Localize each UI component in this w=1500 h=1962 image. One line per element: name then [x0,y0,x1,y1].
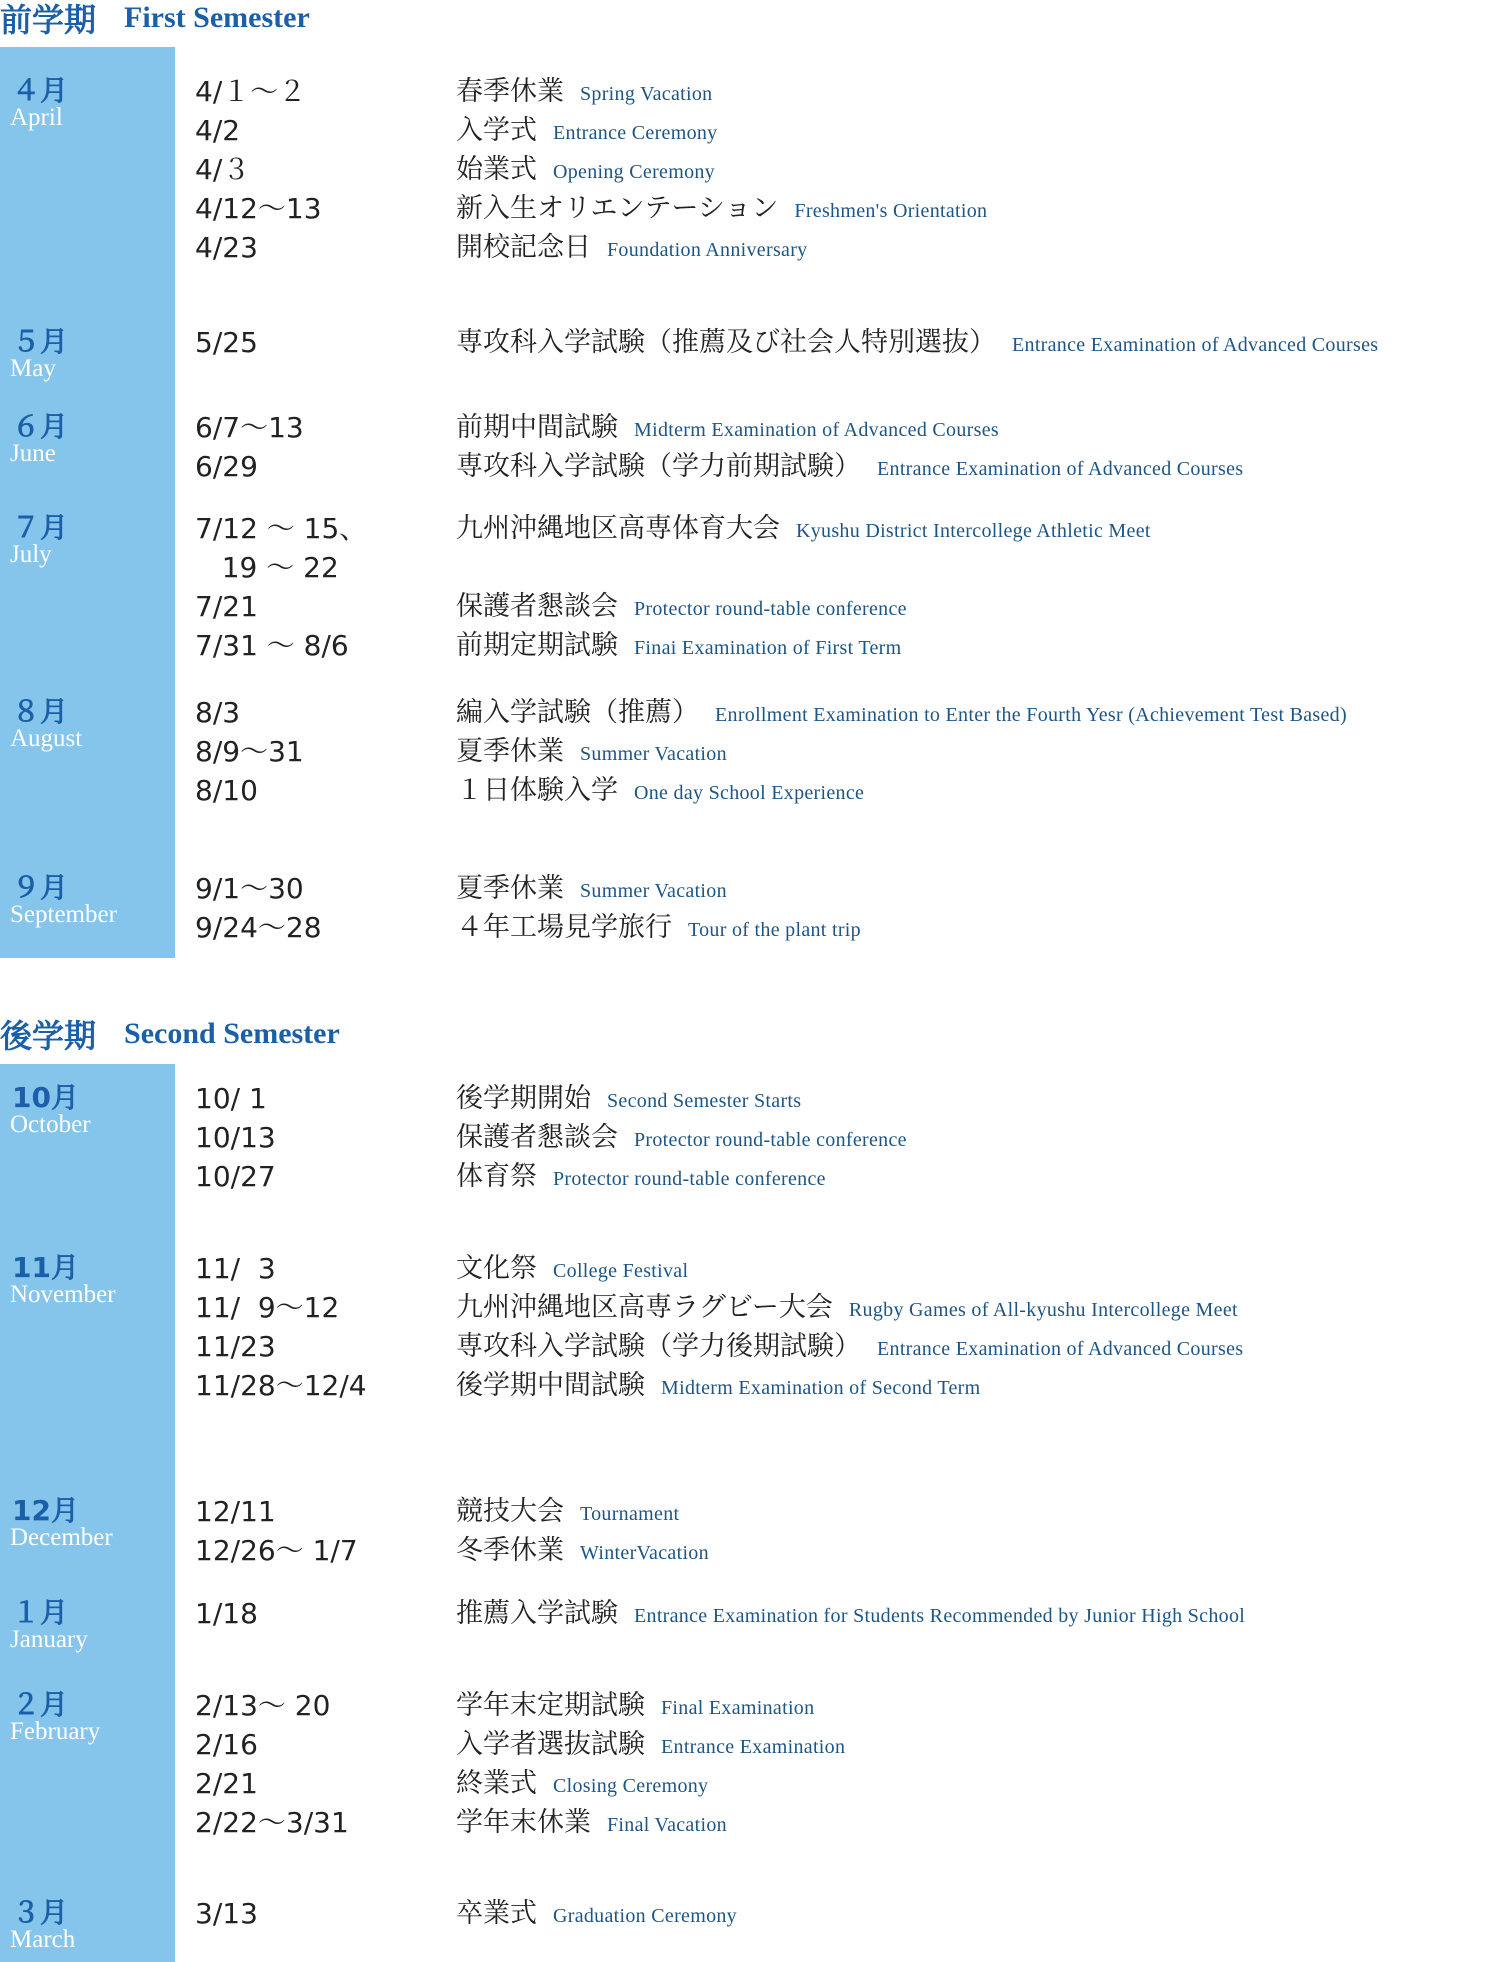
event-row [0,1533,1500,1572]
month-en: November [10,1281,116,1308]
event-row [0,325,1500,364]
event-date: 2/16 [195,1728,258,1761]
month-en: February [10,1718,101,1745]
event-date: 1/18 [195,1597,258,1630]
event-row [0,1251,1500,1290]
event-description [456,773,864,812]
event-title-ja: 九州沖縄地区高専ラグビー大会 [456,1292,833,1323]
event-row [0,628,1500,667]
event-title-ja: 入学者選抜試験 [456,1729,645,1760]
event-date: 10/ 1 [195,1082,267,1115]
event-title-ja: 専攻科入学試験（推薦及び社会人特別選抜） [456,327,996,358]
event-title-en: Freshmen's Orientation [794,200,988,222]
event-description [456,1290,1238,1329]
event-description [456,230,807,269]
event-title-en: Foundation Anniversary [607,239,808,261]
event-title-ja: 開校記念日 [456,232,591,263]
event-title-en: Midterm Examination of Advanced Courses [634,419,999,441]
event-row [0,1688,1500,1727]
month-ja: 12月 [12,1494,79,1527]
event-row [0,1766,1500,1805]
event-title-en: Entrance Examination [661,1736,846,1758]
event-description [456,1159,826,1198]
event-row [0,1494,1500,1533]
event-title-en: Closing Ceremony [553,1775,709,1797]
month-ja: ４月 [12,74,69,107]
event-date: 8/9～31 [195,735,304,768]
event-title-en: Graduation Ceremony [553,1905,737,1927]
event-title-ja: 体育祭 [456,1161,537,1192]
event-title-en: Protector round-table conference [634,1129,907,1151]
event-description [456,695,1347,734]
event-date: 11/23 [195,1330,276,1363]
event-row [0,734,1500,773]
event-description [456,1368,980,1407]
event-title-en: One day School Experience [634,782,865,804]
event-description [456,550,472,589]
month-ja: ６月 [12,410,69,443]
event-title-ja: 前期中間試験 [456,412,618,443]
event-title-en: Opening Ceremony [553,161,715,183]
event-title-ja: 春季休業 [456,76,564,107]
event-title-ja: 新入生オリエンテーション [456,193,779,224]
event-description [456,734,727,773]
event-title-en: Summer Vacation [580,743,727,765]
event-description [456,511,1151,550]
month-en: August [10,725,83,752]
event-description [456,1896,737,1935]
event-date: 9/24～28 [195,911,322,944]
event-title-en: Final Vacation [607,1814,727,1836]
event-title-en: Spring Vacation [580,83,713,105]
event-title-en: Midterm Examination of Second Term [661,1377,981,1399]
event-row [0,1120,1500,1159]
semester-title-en: First Semester [124,1,310,34]
month-en: April [10,104,63,131]
event-title-ja: 終業式 [456,1768,537,1799]
event-row [0,1329,1500,1368]
event-description [456,191,987,230]
event-row [0,1368,1500,1407]
event-row [0,1896,1500,1935]
event-row [0,1081,1500,1120]
event-row [0,695,1500,734]
event-row [0,1727,1500,1766]
event-date: 11/ 3 [195,1252,276,1285]
event-row [0,589,1500,628]
event-title-ja: 入学式 [456,115,537,146]
event-description [456,871,727,910]
event-title-ja: １日体験入学 [456,775,618,806]
event-title-ja: ４年工場見学旅行 [456,912,672,943]
event-description [456,1727,845,1766]
event-title-ja: 学年末休業 [456,1807,591,1838]
event-title-en: Second Semester Starts [607,1090,802,1112]
event-title-en: Protector round-table conference [553,1168,826,1190]
event-title-ja: 編入学試験（推薦） [456,697,699,728]
event-description [456,1533,709,1572]
first-semester-heading [0,0,310,38]
event-description [456,1805,727,1844]
event-title-en: Final Examination [661,1697,815,1719]
event-row [0,152,1500,191]
event-title-en: College Festival [553,1260,689,1282]
event-description [456,1766,708,1805]
event-title-en: Entrance Examination of Advanced Courses [877,1338,1244,1360]
event-description [456,1251,688,1290]
event-date: 11/ 9～12 [195,1291,340,1324]
event-title-en: Tournament [580,1503,680,1525]
event-title-ja: 前期定期試験 [456,630,618,661]
event-date: 8/3 [195,696,241,729]
event-title-en: Entrance Examination of Advanced Courses [877,458,1244,480]
event-date: 2/22～3/31 [195,1806,349,1839]
event-date: 4/12～13 [195,192,322,225]
event-description [456,910,861,949]
event-date: 2/21 [195,1767,258,1800]
event-row [0,410,1500,449]
event-title-ja: 専攻科入学試験（学力後期試験） [456,1331,861,1362]
month-en: January [10,1626,88,1653]
event-title-en: Entrance Ceremony [553,122,718,144]
month-ja: 10月 [12,1081,79,1114]
event-date: 7/31 ～ 8/6 [195,629,349,662]
month-ja: ２月 [12,1688,69,1721]
event-title-ja: 学年末定期試験 [456,1690,645,1721]
event-date: 9/1～30 [195,872,304,905]
event-title-ja: 推薦入学試験 [456,1598,618,1629]
event-row [0,1290,1500,1329]
event-title-ja: 保護者懇談会 [456,591,618,622]
event-title-ja: 夏季休業 [456,736,564,767]
event-row [0,74,1500,113]
event-description [456,449,1243,488]
event-row [0,1159,1500,1198]
event-title-en: Entrance Examination of Advanced Courses [1012,334,1379,356]
event-date: 6/7～13 [195,411,304,444]
event-title-en: Rugby Games of All-kyushu Intercollege Meet [848,1299,1238,1321]
event-date: 4/３ [195,153,251,186]
event-description [456,1688,814,1727]
event-description [456,1494,679,1533]
event-description [456,410,999,449]
event-date: 12/11 [195,1495,276,1528]
month-en: March [10,1926,76,1953]
event-row [0,191,1500,230]
event-description [456,113,717,152]
event-row [0,113,1500,152]
event-description [456,1081,801,1120]
event-title-en: Protector round-table conference [634,598,907,620]
event-description [456,1120,907,1159]
semester-title-ja: 後学期 [0,1017,97,1055]
month-en: May [10,355,56,382]
event-title-ja: 文化祭 [456,1253,537,1284]
event-title-ja: 九州沖縄地区高専体育大会 [456,513,780,544]
event-date: 12/26～ 1/7 [195,1534,358,1567]
event-title-en: Finai Examination of First Term [634,637,902,659]
event-description [456,628,902,667]
month-en: June [10,440,56,467]
event-date: 4/2 [195,114,241,147]
event-date: 3/13 [195,1897,258,1930]
event-title-ja: 後学期開始 [456,1083,591,1114]
event-title-ja: 後学期中間試験 [456,1370,645,1401]
event-title-ja: 専攻科入学試験（学力前期試験） [456,451,861,482]
event-description [456,589,907,628]
event-date: 8/10 [195,774,258,807]
event-row [0,550,1500,589]
month-en: December [10,1524,113,1551]
month-ja: ８月 [12,695,69,728]
event-row [0,871,1500,910]
event-date: 11/28～12/4 [195,1369,367,1402]
event-row [0,230,1500,269]
event-row [0,449,1500,488]
event-title-en: Tour of the plant trip [688,919,861,941]
event-title-en: Summer Vacation [580,880,727,902]
event-title-en: Kyushu District Intercollege Athletic Meet [796,520,1151,542]
event-title-ja: 卒業式 [456,1898,537,1929]
event-date: 4/１～２ [195,75,307,108]
event-title-ja: 夏季休業 [456,873,564,904]
event-date: 2/13～ 20 [195,1689,331,1722]
event-description [456,152,715,191]
event-description [456,74,712,113]
event-date: 4/23 [195,231,258,264]
event-title-en: Enrollment Examination to Enter the Fourth Yesr (Achievement Test Based) [715,704,1347,726]
month-ja: 11月 [12,1251,79,1284]
event-title-ja: 競技大会 [456,1496,564,1527]
month-ja: ９月 [12,871,69,904]
month-ja: １月 [12,1596,69,1629]
second-semester-heading [0,1014,340,1054]
semester-title-ja: 前学期 [0,1,97,39]
event-title-en: WinterVacation [580,1542,709,1564]
event-title-en: Entrance Examination for Students Recommended by Junior High School [634,1605,1246,1627]
month-ja: ５月 [12,325,69,358]
event-date: 5/25 [195,326,258,359]
event-title-ja: 保護者懇談会 [456,1122,618,1153]
event-date: 6/29 [195,450,258,483]
event-row [0,1805,1500,1844]
month-en: July [10,541,52,568]
event-date: 10/13 [195,1121,276,1154]
event-row [0,1596,1500,1635]
month-en: September [10,901,117,928]
event-description [456,1596,1245,1635]
event-date: 7/12 ～ 15、 [195,512,368,545]
event-row [0,910,1500,949]
event-date: 19 ～ 22 [195,551,339,584]
event-row [0,773,1500,812]
event-title-ja: 始業式 [456,154,537,185]
semester-title-en: Second Semester [124,1017,340,1050]
event-title-ja: 冬季休業 [456,1535,564,1566]
event-description [456,1329,1243,1368]
month-en: October [10,1111,91,1138]
event-description [456,325,1378,364]
event-date: 7/21 [195,590,258,623]
event-date: 10/27 [195,1160,276,1193]
month-ja: ３月 [12,1896,69,1929]
month-ja: ７月 [12,511,69,544]
event-row [0,511,1500,550]
